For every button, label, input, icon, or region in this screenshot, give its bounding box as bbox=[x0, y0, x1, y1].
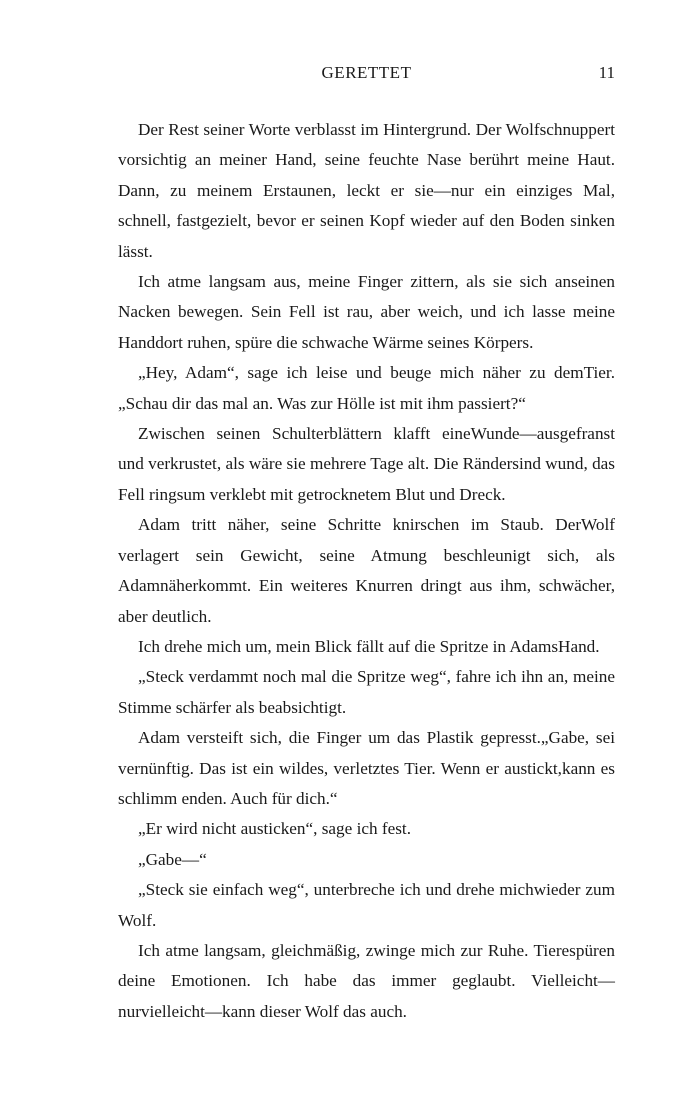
running-header bbox=[118, 60, 615, 86]
paragraph: „Gabe—“ bbox=[138, 849, 207, 869]
chapter-title: GERETTET bbox=[321, 63, 412, 82]
paragraph: „Er wird nicht austicken“, sage ich fest. bbox=[138, 819, 411, 839]
paragraph: „Steck sie einfach weg“, unterbreche ich und drehe michwieder zum Wolf. bbox=[118, 880, 615, 930]
paragraph: Ich atme langsam aus, meine Finger zittern, als sie sich anseinen Nacken bewegen. Sein Fell ist rau, aber weich, und ich lasse meine Handdort ruhen, spüre die schwache Wärme seines Körpers. bbox=[118, 272, 615, 352]
body-text bbox=[118, 115, 615, 1027]
paragraph: Adam tritt näher, seine Schritte knirschen im Staub. DerWolf verlagert sein Gewicht, seine Atmung beschleunigt sich, als Adamnäherkommt. Ein weiteres Knurren dringt aus ihm, schwächer, aber deutlich. bbox=[118, 515, 615, 626]
paragraph: Zwischen seinen Schulterblättern klafft eineWunde—ausgefranst und verkrustet, als wäre sie mehrere Tage alt. Die Rändersind wund, das Fell ringsum verklebt mit getrocknetem Blut und Dreck. bbox=[118, 424, 615, 504]
paragraph: Ich drehe mich um, mein Blick fällt auf die Spritze in AdamsHand. bbox=[138, 636, 600, 656]
paragraph: „Hey, Adam“, sage ich leise und beuge mich näher zu demTier. „Schau dir das mal an. Was zur Hölle ist mit ihm passiert?“ bbox=[118, 363, 615, 413]
paragraph: Ich atme langsam, gleichmäßig, zwinge mich zur Ruhe. Tierespüren deine Emotionen. Ich habe das immer geglaubt. Vielleicht—nurvielleicht—kann dieser Wolf das auch. bbox=[118, 940, 615, 1021]
paragraph: Adam versteift sich, die Finger um das Plastik gepresst.„Gabe, sei vernünftig. Das ist ein wildes, verletztes Tier. Wenn er austickt,kann es schlimm enden. Auch für dich.“ bbox=[118, 728, 615, 808]
paragraph: „Steck verdammt noch mal die Spritze weg“, fahre ich ihn an, meine Stimme schärfer als beabsichtigt. bbox=[118, 667, 615, 717]
page-number: 11 bbox=[598, 63, 615, 82]
paragraph: Der Rest seiner Worte verblasst im Hintergrund. Der Wolfschnuppert vorsichtig an meiner Hand, seine feuchte Nase berührt meine Haut. Dann, zu meinem Erstaunen, leckt er sie—nur ein einziges Mal, schnell, fastgezielt, bevor er seinen Kopf wieder auf den Boden sinken lässt. bbox=[118, 120, 615, 261]
